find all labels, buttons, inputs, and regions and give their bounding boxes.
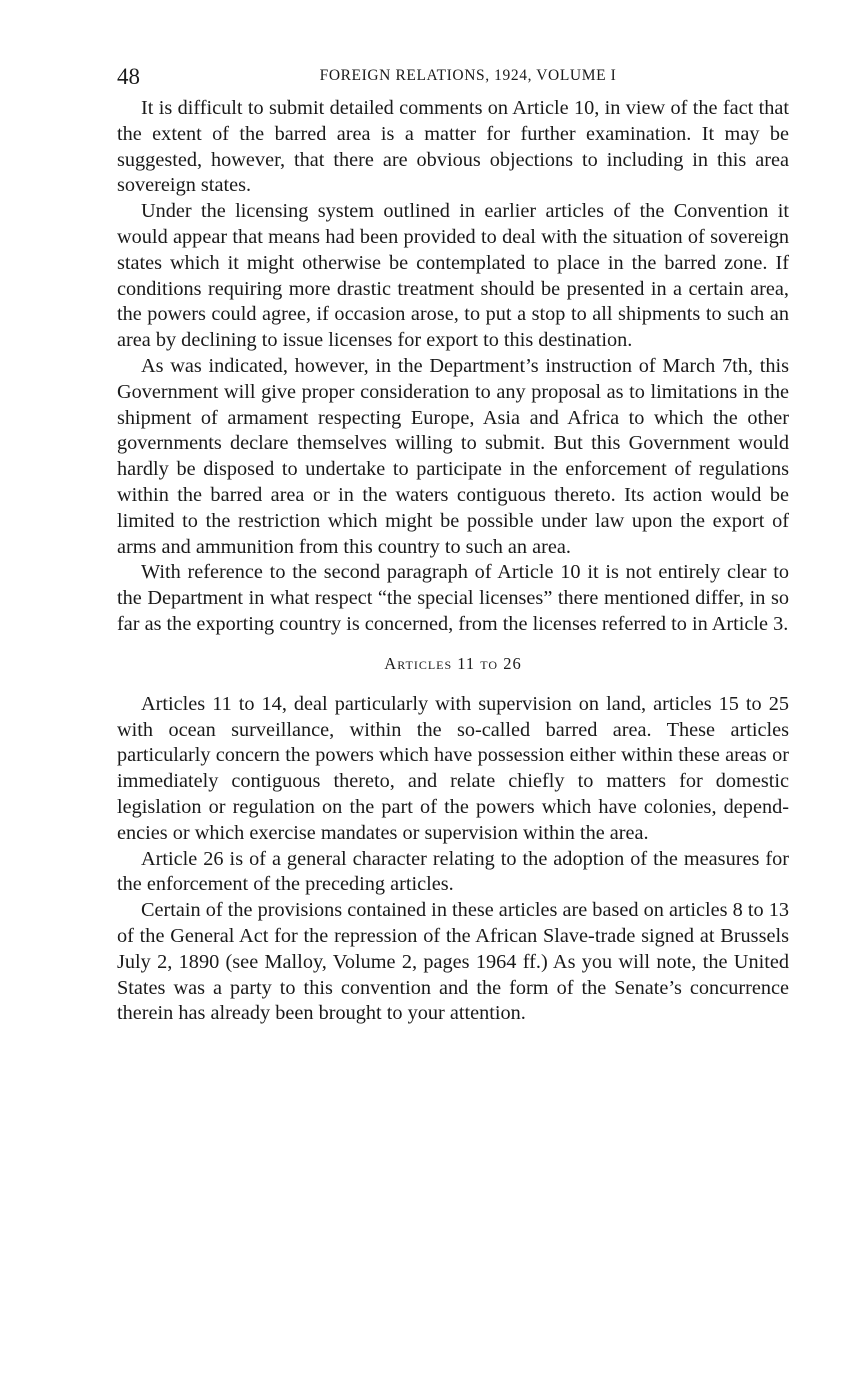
- paragraph: Articles 11 to 14, deal particularly with supervision on land, articles 15 to 25 with ocean surveillance, within the so-called barred area. These articles particularly concern the powers which have possession either within these areas or immediately contiguous thereto, and relate chiefly to matters for domestic legislation or regulation on the part of the powers which have colonies, dependencies or which exercise mandates or supervision within the area.: [117, 692, 789, 844]
- page-number: 48: [117, 64, 140, 89]
- paragraph: Certain of the provisions contained in these articles are based on articles 8 to 13 of the General Act for the repression of the African Slave-trade signed at Brussels July 2, 1890 (see Malloy, Volume 2, pages 1964 ff.) As you will note, the United States was a party to this convention and the form of the Senate’s concurrence therein has already been brought to your attention.: [117, 899, 789, 1025]
- paragraph: Article 26 is of a general character relating to the adoption of the measures for the enforcement of the preceding articles.: [117, 847, 789, 896]
- paragraph: As was indicated, however, in the Department’s instruction of March 7th, this Government will give proper consideration to any proposal as to limitations in the shipment of armament respecting Europe, Asia and Africa to which the other governments declare themselves willing to submit. But this Government would hardly be disposed to undertake to participate in the enforcement of regulations within the barred area or in the waters contiguous thereto. Its action would be limited to the restriction which might be possible under law upon the export of arms and ammunition from this country to such an area.: [117, 354, 789, 558]
- page-header: [117, 62, 789, 96]
- paragraph: It is difficult to submit detailed comments on Article 10, in view of the fact that the extent of the barred area is a matter for further examination. It may be suggested, however, that there are obvious objections to including in this area sovereign states.: [117, 97, 789, 197]
- section-heading: Articles 11 to 26: [384, 653, 522, 673]
- running-head: FOREIGN RELATIONS, 1924, VOLUME I: [319, 67, 617, 84]
- paragraph: Under the licensing system outlined in earlier articles of the Convention it would appear that means had been provided to deal with the situation of sovereign states which it might otherwise be contemplated to place in the barred zone. If conditions requiring more drastic treatment should be presented in a certain area, the powers could agree, if occasion arose, to put a stop to all shipments to such an area by declining to issue licenses for export to this destination.: [117, 200, 789, 352]
- document-page: [117, 62, 789, 1027]
- paragraph: With reference to the second paragraph of Article 10 it is not entirely clear to the Department in what respect “the special licenses” there mentioned differ, in so far as the exporting country is concerned, from the licenses referred to in Article 3.: [117, 561, 789, 635]
